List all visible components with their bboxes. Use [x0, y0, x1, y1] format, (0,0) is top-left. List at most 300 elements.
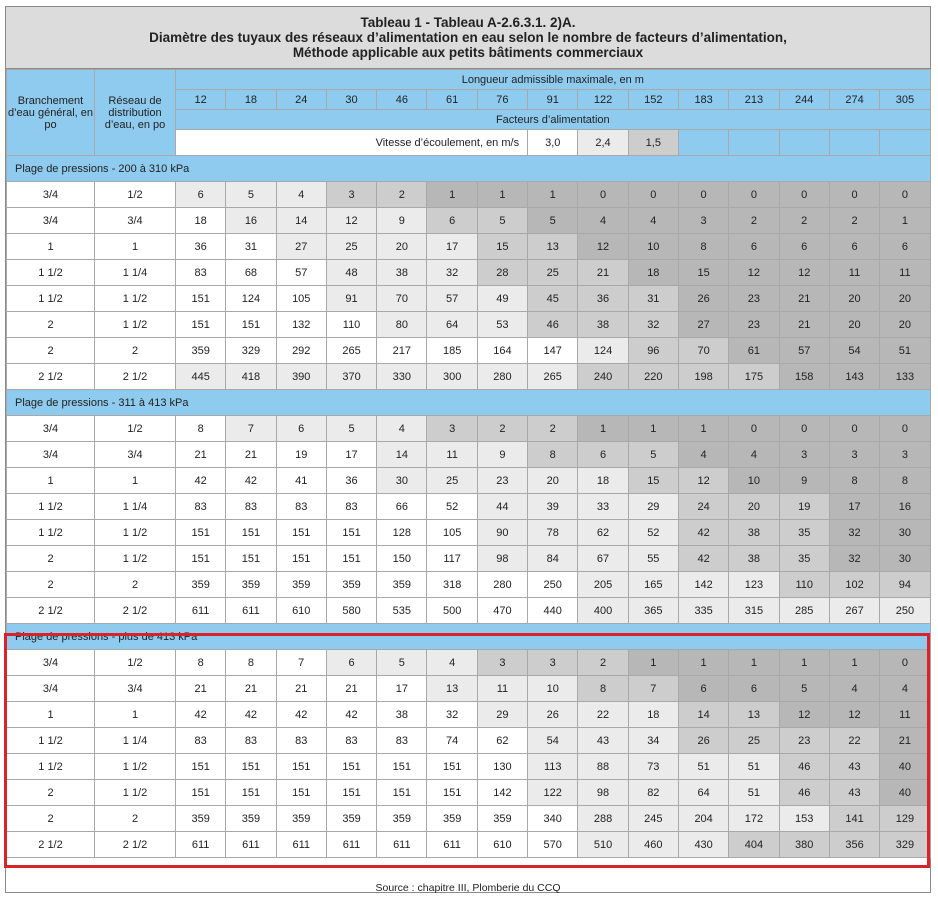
value-cell: 265 [528, 364, 578, 390]
value-cell: 359 [477, 806, 527, 832]
value-cell: 51 [880, 338, 930, 364]
value-cell: 3 [829, 442, 879, 468]
value-cell: 0 [880, 182, 930, 208]
value-cell: 1 [528, 182, 578, 208]
value-cell: 49 [477, 286, 527, 312]
reseau-cell: 1 1/2 [95, 520, 176, 546]
value-cell: 3 [326, 182, 376, 208]
value-cell: 400 [578, 598, 628, 624]
reseau-cell: 2 [95, 338, 176, 364]
table-row [7, 728, 931, 754]
branchement-cell: 3/4 [7, 442, 95, 468]
value-cell: 3 [427, 416, 477, 442]
value-cell: 113 [528, 754, 578, 780]
branchement-cell: 3/4 [7, 676, 95, 702]
value-cell: 220 [628, 364, 678, 390]
value-cell: 129 [880, 806, 930, 832]
value-cell: 11 [880, 702, 930, 728]
value-cell: 8 [226, 650, 276, 676]
section-title: Plage de pressions - plus de 413 kPa [7, 624, 931, 650]
value-cell: 17 [829, 494, 879, 520]
value-cell: 11 [427, 442, 477, 468]
value-cell: 142 [678, 572, 728, 598]
value-cell: 42 [176, 702, 226, 728]
value-cell: 46 [779, 754, 829, 780]
table-row [7, 208, 931, 234]
value-cell: 21 [326, 676, 376, 702]
value-cell: 0 [628, 182, 678, 208]
value-cell: 151 [326, 520, 376, 546]
value-cell: 2 [729, 208, 779, 234]
value-cell: 359 [176, 806, 226, 832]
branchement-cell: 3/4 [7, 650, 95, 676]
length-header: 244 [779, 90, 829, 110]
length-header: 152 [628, 90, 678, 110]
value-cell: 7 [226, 416, 276, 442]
value-cell: 57 [779, 338, 829, 364]
value-cell: 12 [729, 260, 779, 286]
value-cell: 3 [678, 208, 728, 234]
branchement-cell: 2 [7, 572, 95, 598]
table-row [7, 702, 931, 728]
value-cell: 36 [176, 234, 226, 260]
value-cell: 26 [678, 728, 728, 754]
length-header: 30 [326, 90, 376, 110]
value-cell: 20 [729, 494, 779, 520]
length-header: 76 [477, 90, 527, 110]
value-cell: 6 [779, 234, 829, 260]
value-cell: 185 [427, 338, 477, 364]
reseau-cell: 3/4 [95, 208, 176, 234]
value-cell: 15 [678, 260, 728, 286]
value-cell: 36 [578, 286, 628, 312]
value-cell: 359 [226, 572, 276, 598]
value-cell: 6 [729, 676, 779, 702]
value-cell: 8 [176, 650, 226, 676]
value-cell: 0 [880, 650, 930, 676]
table-row [7, 468, 931, 494]
value-cell: 500 [427, 598, 477, 624]
branchement-cell: 2 1/2 [7, 598, 95, 624]
value-cell: 340 [528, 806, 578, 832]
value-cell: 22 [829, 728, 879, 754]
value-cell: 29 [628, 494, 678, 520]
vitesse-value: 3,0 [528, 130, 578, 156]
table-row [7, 286, 931, 312]
value-cell: 611 [176, 832, 226, 858]
value-cell: 53 [477, 312, 527, 338]
value-cell: 4 [628, 208, 678, 234]
branchement-cell: 2 [7, 546, 95, 572]
value-cell: 0 [829, 182, 879, 208]
value-cell: 2 [829, 208, 879, 234]
section-title: Plage de pressions - 311 à 413 kPa [7, 390, 931, 416]
value-cell: 21 [226, 442, 276, 468]
value-cell: 611 [326, 832, 376, 858]
table-row [7, 312, 931, 338]
value-cell: 64 [678, 780, 728, 806]
value-cell: 42 [226, 702, 276, 728]
vitesse-value: 2,4 [578, 130, 628, 156]
table-row [7, 442, 931, 468]
vitesse-label: Vitesse d’écoulement, en m/s [176, 130, 528, 156]
value-cell: 20 [880, 312, 930, 338]
value-cell: 460 [628, 832, 678, 858]
value-cell: 164 [477, 338, 527, 364]
branchement-cell: 3/4 [7, 208, 95, 234]
value-cell: 42 [678, 546, 728, 572]
value-cell: 2 [477, 416, 527, 442]
value-cell: 470 [477, 598, 527, 624]
value-cell: 1 [477, 182, 527, 208]
value-cell: 143 [829, 364, 879, 390]
value-cell: 18 [628, 702, 678, 728]
value-cell: 151 [176, 520, 226, 546]
value-cell: 1 [628, 650, 678, 676]
branchement-cell: 3/4 [7, 416, 95, 442]
branchement-cell: 1 1/2 [7, 286, 95, 312]
reseau-cell: 1 [95, 468, 176, 494]
table-row [7, 780, 931, 806]
value-cell: 110 [779, 572, 829, 598]
value-cell: 142 [477, 780, 527, 806]
value-cell: 20 [829, 312, 879, 338]
value-cell: 570 [528, 832, 578, 858]
value-cell: 124 [578, 338, 628, 364]
value-cell: 20 [829, 286, 879, 312]
value-cell: 359 [176, 572, 226, 598]
value-cell: 2 [528, 416, 578, 442]
value-cell: 28 [477, 260, 527, 286]
value-cell: 23 [779, 728, 829, 754]
value-cell: 5 [226, 182, 276, 208]
value-cell: 17 [326, 442, 376, 468]
value-cell: 1 [678, 650, 728, 676]
value-cell: 250 [528, 572, 578, 598]
value-cell: 55 [628, 546, 678, 572]
header-facteurs: Facteurs d’alimentation [176, 110, 931, 130]
value-cell: 23 [729, 312, 779, 338]
value-cell: 33 [578, 494, 628, 520]
value-cell: 25 [427, 468, 477, 494]
length-header: 46 [377, 90, 427, 110]
value-cell: 280 [477, 572, 527, 598]
value-cell: 32 [427, 702, 477, 728]
length-header: 12 [176, 90, 226, 110]
value-cell: 123 [729, 572, 779, 598]
value-cell: 12 [326, 208, 376, 234]
value-cell: 54 [829, 338, 879, 364]
value-cell: 0 [729, 182, 779, 208]
branchement-cell: 3/4 [7, 182, 95, 208]
value-cell: 83 [276, 728, 326, 754]
value-cell: 611 [226, 832, 276, 858]
value-cell: 32 [829, 520, 879, 546]
value-cell: 38 [377, 260, 427, 286]
value-cell: 62 [578, 520, 628, 546]
value-cell: 32 [829, 546, 879, 572]
value-cell: 5 [326, 416, 376, 442]
branchement-cell: 1 [7, 468, 95, 494]
value-cell: 8 [880, 468, 930, 494]
reseau-cell: 1 1/4 [95, 260, 176, 286]
value-cell: 17 [427, 234, 477, 260]
value-cell: 12 [779, 260, 829, 286]
value-cell: 16 [880, 494, 930, 520]
value-cell: 359 [226, 806, 276, 832]
reseau-cell: 1 1/2 [95, 546, 176, 572]
value-cell: 4 [578, 208, 628, 234]
value-cell: 404 [729, 832, 779, 858]
value-cell: 46 [779, 780, 829, 806]
value-cell: 38 [377, 702, 427, 728]
section-title: Plage de pressions - 200 à 310 kPa [7, 156, 931, 182]
value-cell: 610 [477, 832, 527, 858]
value-cell: 22 [578, 702, 628, 728]
length-header: 274 [829, 90, 879, 110]
value-cell: 35 [779, 546, 829, 572]
table-row [7, 338, 931, 364]
value-cell: 580 [326, 598, 376, 624]
reseau-cell: 1/2 [95, 650, 176, 676]
value-cell: 8 [829, 468, 879, 494]
length-header: 91 [528, 90, 578, 110]
value-cell: 11 [880, 260, 930, 286]
branchement-cell: 2 [7, 780, 95, 806]
value-cell: 16 [226, 208, 276, 234]
value-cell: 0 [729, 416, 779, 442]
table-row [7, 598, 931, 624]
source-note: Source : chapitre III, Plomberie du CCQ [375, 882, 561, 894]
value-cell: 13 [729, 702, 779, 728]
value-cell: 40 [880, 754, 930, 780]
value-cell: 52 [628, 520, 678, 546]
value-cell: 21 [779, 286, 829, 312]
value-cell: 26 [678, 286, 728, 312]
value-cell: 38 [729, 546, 779, 572]
value-cell: 5 [477, 208, 527, 234]
value-cell: 38 [729, 520, 779, 546]
section-header [7, 624, 931, 650]
value-cell: 21 [578, 260, 628, 286]
length-header: 122 [578, 90, 628, 110]
title-line-2: Diamètre des tuyaux des réseaux d’alimentation en eau selon le nombre de facteurs d’alimentation, [149, 30, 787, 45]
value-cell: 611 [377, 832, 427, 858]
value-cell: 141 [829, 806, 879, 832]
value-cell: 265 [326, 338, 376, 364]
value-cell: 7 [628, 676, 678, 702]
value-cell: 8 [578, 676, 628, 702]
value-cell: 98 [477, 546, 527, 572]
value-cell: 14 [276, 208, 326, 234]
value-cell: 611 [427, 832, 477, 858]
table-row [7, 546, 931, 572]
value-cell: 83 [326, 728, 376, 754]
value-cell: 26 [528, 702, 578, 728]
value-cell: 35 [779, 520, 829, 546]
value-cell: 31 [226, 234, 276, 260]
value-cell: 0 [779, 416, 829, 442]
branchement-cell: 1 1/2 [7, 520, 95, 546]
table-row [7, 520, 931, 546]
value-cell: 80 [377, 312, 427, 338]
value-cell: 151 [176, 312, 226, 338]
value-cell: 359 [276, 572, 326, 598]
value-cell: 151 [276, 780, 326, 806]
value-cell: 151 [427, 754, 477, 780]
value-cell: 18 [176, 208, 226, 234]
branchement-cell: 1 1/2 [7, 754, 95, 780]
reseau-cell: 1 1/2 [95, 780, 176, 806]
value-cell: 151 [276, 520, 326, 546]
value-cell: 70 [678, 338, 728, 364]
branchement-cell: 2 [7, 806, 95, 832]
length-header: 183 [678, 90, 728, 110]
vitesse-empty [880, 130, 930, 156]
title-line-1: Tableau 1 - Tableau A-2.6.3.1. 2)A. [360, 15, 576, 30]
value-cell: 83 [226, 494, 276, 520]
value-cell: 151 [427, 780, 477, 806]
value-cell: 4 [729, 442, 779, 468]
branchement-cell: 2 1/2 [7, 364, 95, 390]
table-row [7, 676, 931, 702]
value-cell: 57 [276, 260, 326, 286]
value-cell: 19 [276, 442, 326, 468]
length-header: 213 [729, 90, 779, 110]
header-reseau: Réseau de distribution d’eau, en po [95, 70, 176, 156]
value-cell: 359 [326, 806, 376, 832]
reseau-cell: 1 1/4 [95, 494, 176, 520]
value-cell: 64 [427, 312, 477, 338]
value-cell: 10 [528, 676, 578, 702]
value-cell: 359 [176, 338, 226, 364]
reseau-cell: 1 1/2 [95, 754, 176, 780]
value-cell: 10 [628, 234, 678, 260]
value-cell: 43 [578, 728, 628, 754]
value-cell: 5 [779, 676, 829, 702]
table-row [7, 234, 931, 260]
reseau-cell: 1 [95, 234, 176, 260]
value-cell: 288 [578, 806, 628, 832]
value-cell: 62 [477, 728, 527, 754]
value-cell: 52 [427, 494, 477, 520]
value-cell: 36 [326, 468, 376, 494]
value-cell: 21 [176, 676, 226, 702]
value-cell: 48 [326, 260, 376, 286]
header-branchement: Branchement d’eau général, en po [7, 70, 95, 156]
value-cell: 13 [427, 676, 477, 702]
value-cell: 611 [176, 598, 226, 624]
value-cell: 300 [427, 364, 477, 390]
value-cell: 51 [678, 754, 728, 780]
value-cell: 133 [880, 364, 930, 390]
value-cell: 83 [176, 494, 226, 520]
value-cell: 5 [377, 650, 427, 676]
table-row [7, 416, 931, 442]
branchement-cell: 2 1/2 [7, 832, 95, 858]
reseau-cell: 2 [95, 806, 176, 832]
value-cell: 18 [578, 468, 628, 494]
value-cell: 18 [628, 260, 678, 286]
value-cell: 96 [628, 338, 678, 364]
title-line-3: Méthode applicable aux petits bâtiments commerciaux [292, 45, 644, 60]
value-cell: 44 [477, 494, 527, 520]
value-cell: 43 [829, 754, 879, 780]
value-cell: 1 [678, 416, 728, 442]
value-cell: 41 [276, 468, 326, 494]
value-cell: 151 [176, 546, 226, 572]
value-cell: 84 [528, 546, 578, 572]
vitesse-empty [729, 130, 779, 156]
value-cell: 1 [628, 416, 678, 442]
value-cell: 8 [176, 416, 226, 442]
value-cell: 329 [880, 832, 930, 858]
branchement-cell: 1 [7, 702, 95, 728]
value-cell: 11 [477, 676, 527, 702]
value-cell: 390 [276, 364, 326, 390]
value-cell: 13 [528, 234, 578, 260]
value-cell: 67 [578, 546, 628, 572]
value-cell: 151 [226, 312, 276, 338]
reseau-cell: 2 1/2 [95, 598, 176, 624]
value-cell: 20 [880, 286, 930, 312]
value-cell: 285 [779, 598, 829, 624]
value-cell: 6 [678, 676, 728, 702]
value-cell: 42 [678, 520, 728, 546]
value-cell: 329 [226, 338, 276, 364]
length-header: 61 [427, 90, 477, 110]
pipe-diameter-table [6, 69, 931, 858]
value-cell: 245 [628, 806, 678, 832]
value-cell: 0 [678, 182, 728, 208]
reseau-cell: 1 1/4 [95, 728, 176, 754]
value-cell: 94 [880, 572, 930, 598]
table-row [7, 650, 931, 676]
value-cell: 40 [880, 780, 930, 806]
value-cell: 151 [226, 520, 276, 546]
value-cell: 151 [377, 754, 427, 780]
value-cell: 10 [729, 468, 779, 494]
reseau-cell: 1/2 [95, 416, 176, 442]
value-cell: 83 [226, 728, 276, 754]
value-cell: 1 [779, 650, 829, 676]
value-cell: 66 [377, 494, 427, 520]
value-cell: 6 [276, 416, 326, 442]
table-row [7, 832, 931, 858]
value-cell: 57 [427, 286, 477, 312]
value-cell: 83 [176, 260, 226, 286]
value-cell: 43 [829, 780, 879, 806]
reseau-cell: 1 [95, 702, 176, 728]
value-cell: 318 [427, 572, 477, 598]
value-cell: 83 [176, 728, 226, 754]
value-cell: 151 [326, 754, 376, 780]
value-cell: 12 [578, 234, 628, 260]
value-cell: 292 [276, 338, 326, 364]
value-cell: 27 [678, 312, 728, 338]
value-cell: 430 [678, 832, 728, 858]
value-cell: 6 [578, 442, 628, 468]
value-cell: 34 [628, 728, 678, 754]
value-cell: 1 [578, 416, 628, 442]
table-row [7, 364, 931, 390]
vitesse-empty [779, 130, 829, 156]
value-cell: 42 [226, 468, 276, 494]
value-cell: 3 [779, 442, 829, 468]
value-cell: 4 [880, 676, 930, 702]
value-cell: 74 [427, 728, 477, 754]
value-cell: 15 [477, 234, 527, 260]
